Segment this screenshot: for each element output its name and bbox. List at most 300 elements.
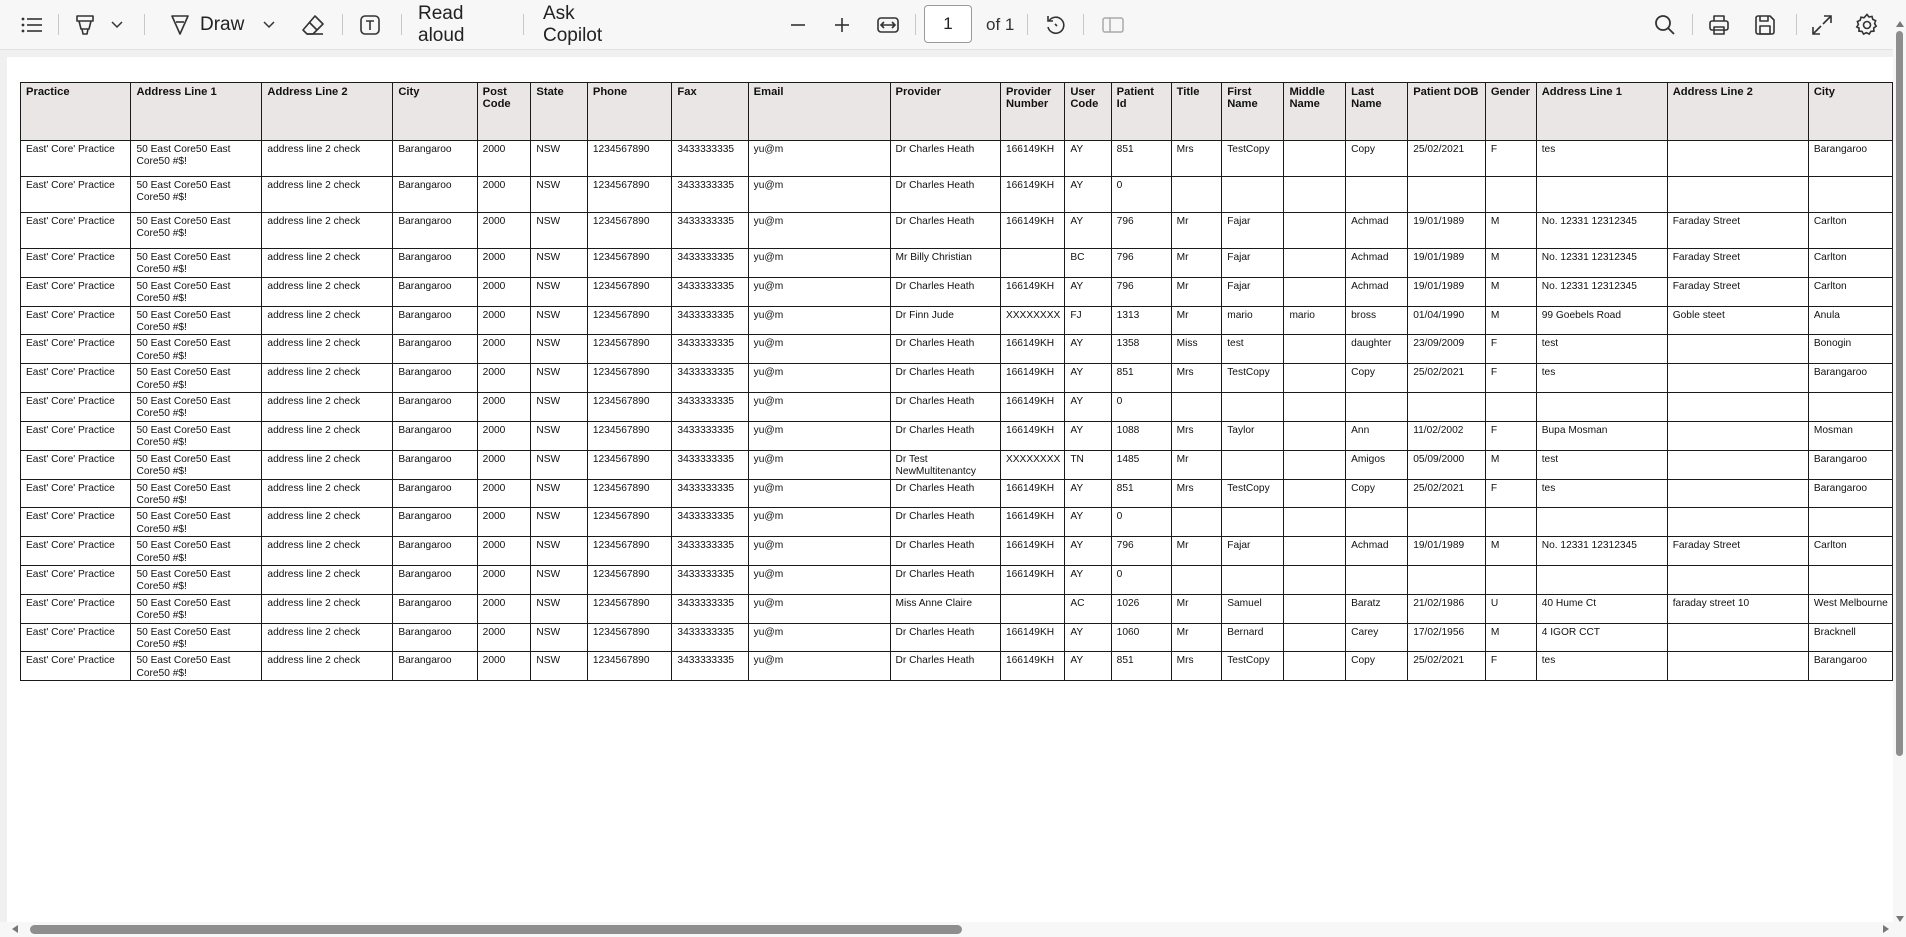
table-cell [1284, 565, 1346, 594]
table-cell: East' Core' Practice [21, 141, 131, 177]
table-cell: 1234567890 [587, 537, 672, 566]
table-cell: 50 East Core50 East Core50 #$! [131, 141, 262, 177]
table-cell: AC [1065, 594, 1111, 623]
table-cell: 1313 [1111, 306, 1171, 335]
table-cell: daughter [1346, 335, 1408, 364]
table-cell: Goble steet [1667, 306, 1808, 335]
table-cell: 166149KH [1000, 141, 1064, 177]
table-cell: test [1536, 450, 1667, 479]
table-cell: 1234567890 [587, 652, 672, 681]
eraser-icon[interactable] [299, 0, 327, 49]
table-cell: mario [1222, 306, 1284, 335]
table-cell: address line 2 check [262, 177, 393, 213]
table-cell [1808, 508, 1892, 537]
table-row [21, 249, 1893, 278]
table-cell: 3433333335 [672, 623, 748, 652]
table-cell [1284, 508, 1346, 537]
table-cell: Barangaroo [393, 623, 477, 652]
table-cell: Barangaroo [393, 335, 477, 364]
table-cell [1536, 393, 1667, 422]
table-cell [1667, 652, 1808, 681]
table-cell: NSW [531, 421, 587, 450]
table-cell: 50 East Core50 East Core50 #$! [131, 335, 262, 364]
table-cell: NSW [531, 249, 587, 278]
ask-copilot-button[interactable] [543, 0, 639, 49]
table-cell: East' Core' Practice [21, 335, 131, 364]
table-cell [1667, 565, 1808, 594]
table-cell [1284, 479, 1346, 508]
table-cell: Barangaroo [393, 537, 477, 566]
table-cell: NSW [531, 213, 587, 249]
table-cell: 25/02/2021 [1408, 141, 1486, 177]
chevron-down-icon[interactable] [108, 0, 126, 49]
table-cell: Fajar [1222, 277, 1284, 306]
table-cell: 3433333335 [672, 306, 748, 335]
table-cell [1000, 249, 1064, 278]
table-cell: 166149KH [1000, 421, 1064, 450]
table-cell: AY [1065, 623, 1111, 652]
table-cell: Amigos [1346, 450, 1408, 479]
toolbar-separator [342, 14, 343, 35]
table-cell: 166149KH [1000, 537, 1064, 566]
table-cell: NSW [531, 364, 587, 393]
table-cell: address line 2 check [262, 213, 393, 249]
table-cell [1667, 177, 1808, 213]
table-cell: 25/02/2021 [1408, 479, 1486, 508]
table-cell: 4 IGOR CCT [1536, 623, 1667, 652]
table-cell: 3433333335 [672, 213, 748, 249]
table-cell: test [1222, 335, 1284, 364]
table-cell: 50 East Core50 East Core50 #$! [131, 479, 262, 508]
table-cell: East' Core' Practice [21, 623, 131, 652]
table-cell: XXXXXXXX [1000, 306, 1064, 335]
draw-icon[interactable] [166, 0, 194, 49]
table-cell: 50 East Core50 East Core50 #$! [131, 594, 262, 623]
table-cell: yu@m [748, 249, 890, 278]
table-cell: Mrs [1171, 652, 1222, 681]
table-cell: Samuel [1222, 594, 1284, 623]
highlight-icon[interactable] [71, 0, 99, 49]
print-icon[interactable] [1705, 0, 1733, 49]
table-cell: address line 2 check [262, 141, 393, 177]
table-cell: Mr [1171, 537, 1222, 566]
table-cell: Mosman [1808, 421, 1892, 450]
read-aloud-label: Read aloud [418, 2, 465, 46]
column-header: Address Line 1 [131, 83, 262, 141]
table-cell: NSW [531, 508, 587, 537]
table-cell: No. 12331 12312345 [1536, 249, 1667, 278]
rotate-icon[interactable] [1042, 0, 1070, 49]
page-shadow [0, 50, 1893, 57]
table-cell [1284, 623, 1346, 652]
table-cell: AY [1065, 141, 1111, 177]
table-cell: Barangaroo [393, 393, 477, 422]
table-cell: Ann [1346, 421, 1408, 450]
table-cell: yu@m [748, 565, 890, 594]
table-cell: 1234567890 [587, 249, 672, 278]
table-cell: Barangaroo [393, 508, 477, 537]
table-cell [1667, 335, 1808, 364]
table-cell: 2000 [477, 594, 531, 623]
vertical-scroll-thumb[interactable] [1896, 31, 1903, 756]
table-cell: Achmad [1346, 249, 1408, 278]
table-row [21, 479, 1893, 508]
table-cell: Barangaroo [393, 565, 477, 594]
column-header: Phone [587, 83, 672, 141]
table-cell: 50 East Core50 East Core50 #$! [131, 421, 262, 450]
table-cell: 796 [1111, 277, 1171, 306]
table-cell [1346, 565, 1408, 594]
table-cell: Barangaroo [1808, 450, 1892, 479]
vertical-scrollbar[interactable] [1893, 21, 1906, 922]
table-cell: TN [1065, 450, 1111, 479]
table-cell: Barangaroo [393, 277, 477, 306]
table-cell: address line 2 check [262, 249, 393, 278]
table-cell: tes [1536, 141, 1667, 177]
table-cell: Dr Charles Heath [890, 537, 1000, 566]
table-cell [1284, 393, 1346, 422]
draw-button[interactable] [200, 0, 252, 49]
table-cell: 851 [1111, 479, 1171, 508]
table-cell [1171, 177, 1222, 213]
table-cell: Dr Charles Heath [890, 213, 1000, 249]
table-cell: 1234567890 [587, 213, 672, 249]
table-cell [1667, 141, 1808, 177]
table-cell: Miss Anne Claire [890, 594, 1000, 623]
table-cell: 0 [1111, 565, 1171, 594]
table-cell: 11/02/2002 [1408, 421, 1486, 450]
table-cell: 1234567890 [587, 177, 672, 213]
table-cell: 3433333335 [672, 508, 748, 537]
table-cell: 2000 [477, 537, 531, 566]
table-cell [1667, 364, 1808, 393]
toolbar-separator [144, 14, 145, 35]
table-cell: 50 East Core50 East Core50 #$! [131, 306, 262, 335]
table-cell: Dr Charles Heath [890, 479, 1000, 508]
table-cell: 2000 [477, 623, 531, 652]
table-cell: No. 12331 12312345 [1536, 277, 1667, 306]
scroll-left-icon[interactable] [12, 925, 18, 933]
table-cell: 3433333335 [672, 364, 748, 393]
table-cell: NSW [531, 277, 587, 306]
table-cell: 50 East Core50 East Core50 #$! [131, 277, 262, 306]
text-box-icon[interactable] [356, 0, 384, 49]
table-cell: yu@m [748, 335, 890, 364]
table-cell [1284, 249, 1346, 278]
table-cell: address line 2 check [262, 652, 393, 681]
table-cell: address line 2 check [262, 508, 393, 537]
table-cell: 796 [1111, 537, 1171, 566]
table-cell: 796 [1111, 213, 1171, 249]
toolbar-separator [1796, 14, 1797, 35]
table-cell: 166149KH [1000, 652, 1064, 681]
table-cell: East' Core' Practice [21, 537, 131, 566]
table-cell [1222, 508, 1284, 537]
table-cell: Faraday Street [1667, 537, 1808, 566]
table-cell: 2000 [477, 213, 531, 249]
table-cell: Dr Charles Heath [890, 177, 1000, 213]
table-cell: address line 2 check [262, 393, 393, 422]
table-cell: East' Core' Practice [21, 277, 131, 306]
read-aloud-button[interactable] [418, 0, 508, 49]
table-cell: 2000 [477, 421, 531, 450]
table-cell: Mr [1171, 277, 1222, 306]
table-cell: NSW [531, 594, 587, 623]
table-cell: 50 East Core50 East Core50 #$! [131, 508, 262, 537]
table-cell: NSW [531, 393, 587, 422]
zoom-in-icon[interactable] [830, 0, 854, 49]
table-cell: AY [1065, 565, 1111, 594]
search-icon[interactable] [1651, 0, 1679, 49]
table-cell: AY [1065, 652, 1111, 681]
table-cell: AY [1065, 479, 1111, 508]
table-cell: 3433333335 [672, 565, 748, 594]
scroll-up-icon[interactable] [1896, 21, 1904, 27]
column-header: Address Line 2 [262, 83, 393, 141]
table-cell: Barangaroo [393, 141, 477, 177]
table-cell: 166149KH [1000, 335, 1064, 364]
table-row [21, 450, 1893, 479]
table-cell: East' Core' Practice [21, 479, 131, 508]
table-cell: Dr Charles Heath [890, 623, 1000, 652]
table-cell [1284, 177, 1346, 213]
table-cell: address line 2 check [262, 277, 393, 306]
table-cell [1284, 335, 1346, 364]
table-cell: Mr [1171, 623, 1222, 652]
table-cell: 1234567890 [587, 277, 672, 306]
table-cell [1284, 141, 1346, 177]
table-cell: 1234567890 [587, 306, 672, 335]
column-header: Address Line 1 [1536, 83, 1667, 141]
table-cell: NSW [531, 565, 587, 594]
table-cell: Barangaroo [393, 364, 477, 393]
table-cell: Achmad [1346, 213, 1408, 249]
table-cell: Mr [1171, 213, 1222, 249]
table-cell: 50 East Core50 East Core50 #$! [131, 537, 262, 566]
table-row [21, 277, 1893, 306]
table-cell [1408, 565, 1486, 594]
table-cell [1222, 450, 1284, 479]
table-cell [1667, 623, 1808, 652]
table-cell: 50 East Core50 East Core50 #$! [131, 652, 262, 681]
toolbar-separator [1692, 14, 1693, 35]
table-cell: AY [1065, 213, 1111, 249]
page-view-icon[interactable] [1099, 0, 1127, 49]
table-cell [1284, 652, 1346, 681]
table-cell: 3433333335 [672, 177, 748, 213]
table-cell: 166149KH [1000, 565, 1064, 594]
table-cell: 1234567890 [587, 335, 672, 364]
table-cell: address line 2 check [262, 335, 393, 364]
table-cell [1536, 177, 1667, 213]
table-cell: Barangaroo [1808, 652, 1892, 681]
table-cell: Barangaroo [393, 213, 477, 249]
table-cell: F [1485, 364, 1536, 393]
table-cell: yu@m [748, 450, 890, 479]
table-row [21, 213, 1893, 249]
table-cell: F [1485, 652, 1536, 681]
page-count-label: of 1 [986, 15, 1015, 34]
column-header: City [1808, 83, 1892, 141]
table-cell: NSW [531, 479, 587, 508]
table-cell: 2000 [477, 177, 531, 213]
table-row [21, 393, 1893, 422]
column-header: Provider Number [1000, 83, 1064, 141]
zoom-out-icon[interactable] [786, 0, 810, 49]
table-cell: Dr Charles Heath [890, 652, 1000, 681]
table-cell: 2000 [477, 565, 531, 594]
column-header: Last Name [1346, 83, 1408, 141]
table-cell: 166149KH [1000, 364, 1064, 393]
table-cell: AY [1065, 508, 1111, 537]
horizontal-scrollbar[interactable] [0, 922, 1893, 937]
fullscreen-icon[interactable] [1808, 0, 1836, 49]
table-cell: 3433333335 [672, 393, 748, 422]
table-cell: East' Core' Practice [21, 213, 131, 249]
table-cell: 1234567890 [587, 594, 672, 623]
chevron-down-icon[interactable] [260, 0, 278, 49]
table-cell: Dr Charles Heath [890, 141, 1000, 177]
table-cell: 2000 [477, 141, 531, 177]
table-cell: 50 East Core50 East Core50 #$! [131, 450, 262, 479]
table-cell [1284, 421, 1346, 450]
table-cell [1222, 393, 1284, 422]
table-cell: F [1485, 479, 1536, 508]
table-cell: 05/09/2000 [1408, 450, 1486, 479]
table-cell: Mr Billy Christian [890, 249, 1000, 278]
table-cell [1171, 508, 1222, 537]
table-cell: 50 East Core50 East Core50 #$! [131, 565, 262, 594]
table-cell: Fajar [1222, 249, 1284, 278]
table-cell: faraday street 10 [1667, 594, 1808, 623]
table-cell: mario [1284, 306, 1346, 335]
contents-icon[interactable] [18, 0, 46, 49]
table-cell: 1026 [1111, 594, 1171, 623]
table-cell: 50 East Core50 East Core50 #$! [131, 393, 262, 422]
table-cell: Barangaroo [1808, 364, 1892, 393]
table-cell [1485, 177, 1536, 213]
table-cell: Dr Charles Heath [890, 508, 1000, 537]
table-row [21, 537, 1893, 566]
table-cell: 166149KH [1000, 277, 1064, 306]
table-cell: 19/01/1989 [1408, 213, 1486, 249]
table-cell [1284, 450, 1346, 479]
scroll-right-icon[interactable] [1883, 925, 1889, 933]
table-cell: 166149KH [1000, 479, 1064, 508]
table-cell: yu@m [748, 177, 890, 213]
table-cell: 2000 [477, 277, 531, 306]
fit-page-icon[interactable] [874, 0, 902, 49]
table-cell: FJ [1065, 306, 1111, 335]
table-cell: 851 [1111, 364, 1171, 393]
table-cell [1171, 565, 1222, 594]
table-cell: 50 East Core50 East Core50 #$! [131, 623, 262, 652]
table-cell: 0 [1111, 177, 1171, 213]
table-cell: Dr Charles Heath [890, 393, 1000, 422]
table-cell: East' Core' Practice [21, 508, 131, 537]
table-cell [1808, 393, 1892, 422]
table-cell: Bracknell [1808, 623, 1892, 652]
table-cell: NSW [531, 652, 587, 681]
table-cell: tes [1536, 479, 1667, 508]
table-cell: 166149KH [1000, 177, 1064, 213]
table-cell: yu@m [748, 508, 890, 537]
table-cell: Copy [1346, 479, 1408, 508]
column-header: Post Code [477, 83, 531, 141]
table-cell: Bonogin [1808, 335, 1892, 364]
table-cell: Anula [1808, 306, 1892, 335]
table-cell: 1485 [1111, 450, 1171, 479]
table-cell: 0 [1111, 393, 1171, 422]
table-cell: 50 East Core50 East Core50 #$! [131, 364, 262, 393]
table-cell: No. 12331 12312345 [1536, 537, 1667, 566]
table-cell: U [1485, 594, 1536, 623]
table-cell: 50 East Core50 East Core50 #$! [131, 249, 262, 278]
settings-icon[interactable] [1853, 0, 1881, 49]
table-cell: Faraday Street [1667, 277, 1808, 306]
table-cell: 99 Goebels Road [1536, 306, 1667, 335]
save-icon[interactable] [1751, 0, 1779, 49]
table-cell: Mr [1171, 249, 1222, 278]
table-cell: BC [1065, 249, 1111, 278]
table-cell: 1358 [1111, 335, 1171, 364]
column-header: User Code [1065, 83, 1111, 141]
table-cell: address line 2 check [262, 623, 393, 652]
table-cell: NSW [531, 537, 587, 566]
table-cell: 2000 [477, 479, 531, 508]
table-cell: Carlton [1808, 277, 1892, 306]
table-cell: F [1485, 421, 1536, 450]
column-header: Email [748, 83, 890, 141]
table-cell [1284, 364, 1346, 393]
page-number-input[interactable] [924, 5, 972, 43]
table-cell [1284, 213, 1346, 249]
table-cell: 1234567890 [587, 141, 672, 177]
table-cell: Bernard [1222, 623, 1284, 652]
table-cell: AY [1065, 421, 1111, 450]
table-cell: East' Core' Practice [21, 249, 131, 278]
table-cell: TestCopy [1222, 141, 1284, 177]
table-cell: 1234567890 [587, 565, 672, 594]
table-cell: 2000 [477, 450, 531, 479]
table-cell: 166149KH [1000, 393, 1064, 422]
ask-copilot-label: Ask Copilot [543, 2, 603, 46]
table-cell: yu@m [748, 594, 890, 623]
table-cell: Fajar [1222, 213, 1284, 249]
table-cell: 23/09/2009 [1408, 335, 1486, 364]
table-cell: NSW [531, 141, 587, 177]
table-cell [1346, 393, 1408, 422]
table-cell: AY [1065, 393, 1111, 422]
table-cell: Barangaroo [1808, 479, 1892, 508]
table-cell: yu@m [748, 393, 890, 422]
table-cell: East' Core' Practice [21, 364, 131, 393]
horizontal-scroll-thumb[interactable] [30, 925, 962, 934]
table-cell: 1234567890 [587, 508, 672, 537]
table-row [21, 594, 1893, 623]
table-cell: Faraday Street [1667, 213, 1808, 249]
table-cell: 166149KH [1000, 213, 1064, 249]
table-cell [1485, 508, 1536, 537]
table-row [21, 565, 1893, 594]
toolbar-separator [915, 14, 916, 35]
table-cell: 796 [1111, 249, 1171, 278]
table-cell [1536, 565, 1667, 594]
table-cell: 50 East Core50 East Core50 #$! [131, 213, 262, 249]
table-cell: Mr [1171, 450, 1222, 479]
table-cell: Achmad [1346, 537, 1408, 566]
column-header: State [531, 83, 587, 141]
